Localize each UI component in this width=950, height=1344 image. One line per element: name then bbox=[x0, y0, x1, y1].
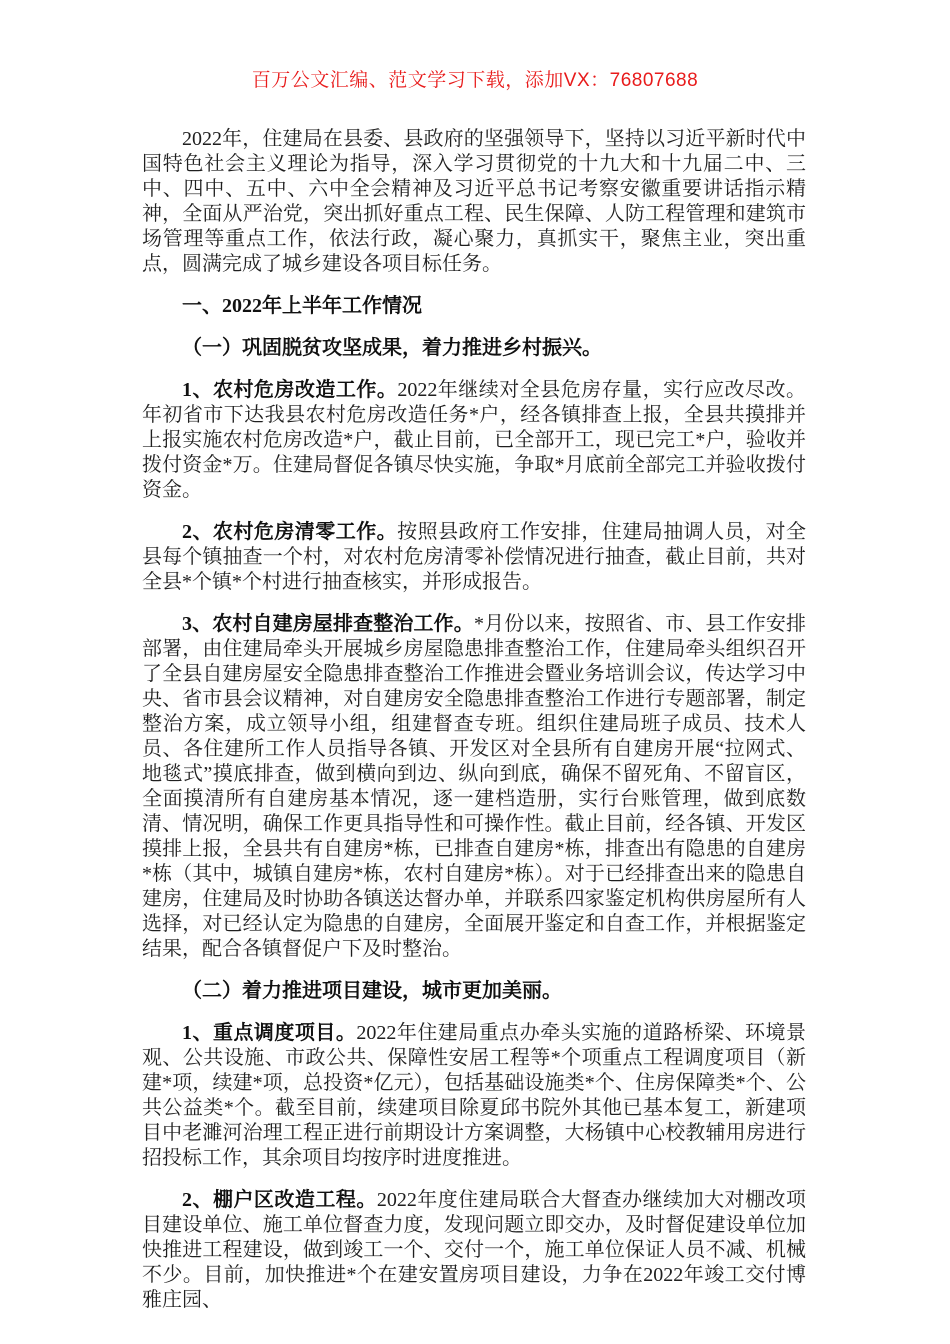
paragraph-lead: 1、重点调度项目。 bbox=[182, 1022, 357, 1044]
paragraph-lead: 3、农村自建房屋排查整治工作。 bbox=[182, 613, 474, 635]
paragraph-body: 2022年度住建局联合大督查办继续加大对棚改项目建设单位、施工单位督查力度，发现问题立即交办，及时督促建设单位加快推进工程建设，做到竣工一个、交付一个，施工单位保证人员不减、机械不少。目前，加快推进*个在建安置房项目建设，力争在2022年竣工交付博雅庄园、 bbox=[142, 1189, 807, 1311]
watermark-notice: 百万公文汇编、范文学习下载，添加VX：76807688 bbox=[251, 70, 699, 91]
paragraph-body: 2022年继续对全县危房存量，实行应改尽改。年初省市下达我县农村危房改造任务*户，经各镇排查上报，全县共摸排并上报实施农村危房改造*户，截止目前，已全部开工，现已完工*户，验收并拨付资金*万。住建局督促各镇尽快实施，争取*月底前全部完工并验收拨付资金。 bbox=[142, 379, 807, 501]
paragraph-shantytown-renovation bbox=[142, 1188, 806, 1313]
intro-paragraph: 2022年，住建局在县委、县政府的坚强领导下，坚持以习近平新时代中国特色社会主义理论为指导，深入学习贯彻党的十九大和十九届二中、三中、四中、五中、六中全会精神及习近平总书记考察安徽重要讲话指示精神，全面从严治党，突出抓好重点工程、民生保障、人防工程管理和建筑市场管理等重点工作，依法行政，凝心聚力，真抓实干，聚焦主业，突出重点，圆满完成了城乡建设各项目标任务。 bbox=[142, 128, 806, 275]
paragraph-body: *月份以来，按照省、市、县工作安排部署，由住建局牵头开展城乡房屋隐患排查整治工作，住建局牵头组织召开了全县自建房屋安全隐患排查整治工作推进会暨业务培训会议，传达学习中央、省市县会议精神，对自建房安全隐患排查整治工作进行专题部署，制定整治方案，成立领导小组，组建督查专班。组织住建局班子成员、技术人员、各住建所工作人员指导各镇、开发区对全县所有自建房开展“拉网式、地毯式”摸底排查，做到横向到边、纵向到底，确保不留死角、不留盲区，全面摸清所有自建房基本情况，逐一建档造册，实行台账管理，做到底数清、情况明，确保工作更具指导性和可操作性。截止目前，经各镇、开发区摸排上报，全县共有自建房*栋，已排查自建房*栋，排查出有隐患的自建房*栋（其中，城镇自建房*栋，农村自建房*栋）。对于已经排查出来的隐患自建房，住建局及时协助各镇送达督办单，并联系四家鉴定机构供房屋所有人选择，对已经认定为隐患的自建房，全面展开鉴定和自查工作，并根据鉴定结果，配合各镇督促户下及时整治。 bbox=[142, 613, 807, 960]
paragraph-lead: 1、农村危房改造工作。 bbox=[182, 379, 398, 401]
subsection-2-heading: （二）着力推进项目建设，城市更加美丽。 bbox=[182, 980, 562, 1002]
paragraph-rural-renovation bbox=[142, 378, 806, 503]
subsection-1-heading: （一）巩固脱贫攻坚成果，着力推进乡村振兴。 bbox=[182, 337, 602, 359]
paragraph-body: 2022年住建局重点办牵头实施的道路桥梁、环境景观、公共设施、市政公共、保障性安居工程等*个项重点工程调度项目（新建*项，续建*项，总投资*亿元），包括基础设施类*个、住房保障类*个、公共公益类*个。截至目前，续建项目除夏邱书院外其他已基本复工，新建项目中老濉河治理工程正进行前期设计方案调整，大杨镇中心校教辅用房进行招投标工作，其余项目均按序时进度推进。 bbox=[142, 1022, 807, 1169]
paragraph-danger-clearing bbox=[142, 520, 806, 595]
section-1-heading: 一、2022年上半年工作情况 bbox=[182, 295, 422, 317]
paragraph-lead: 2、棚户区改造工程。 bbox=[182, 1189, 377, 1211]
paragraph-selfbuilt-inspection bbox=[142, 612, 806, 962]
paragraph-lead: 2、农村危房清零工作。 bbox=[182, 521, 398, 543]
paragraph-body: 按照县政府工作安排，住建局抽调人员，对全县每个镇抽查一个村，对农村危房清零补偿情况进行抽查，截止目前，共对全县*个镇*个村进行抽查核实，并形成报告。 bbox=[142, 521, 807, 593]
document-content bbox=[0, 91, 950, 1313]
paragraph-key-projects bbox=[142, 1021, 806, 1171]
